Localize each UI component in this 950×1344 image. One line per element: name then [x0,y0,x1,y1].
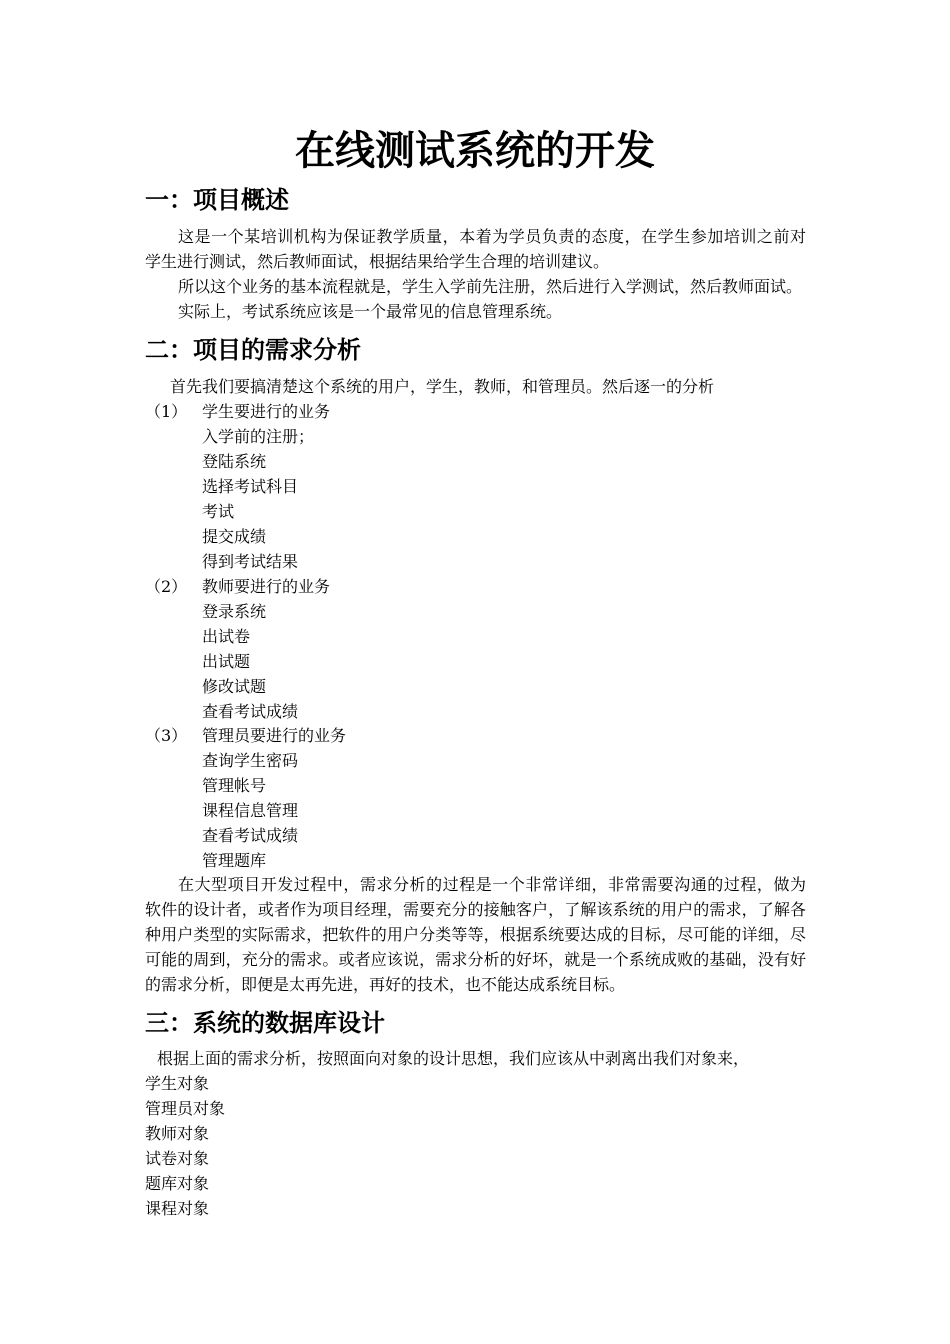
object-item: 学生对象 [145,1074,210,1093]
section-2-heading: 二：项目的需求分析 [145,335,361,364]
section-2-summary-line-2: 软件的设计者，或者作为项目经理，需要充分的接触客户，了解该系统的用户的需求，了解各 [145,900,806,919]
list-item: 考试 [202,502,235,521]
list-item: 登陆系统 [202,452,267,471]
list-item: 选择考试科目 [202,477,299,496]
section-1-paragraph-1-line-2: 学生进行测试，然后教师面试，根据结果给学生合理的培训建议。 [145,252,610,271]
list-number: （1） [145,402,188,421]
list-item: 登录系统 [202,602,267,621]
list-item: 修改试题 [202,677,267,696]
section-2-summary-line-3: 种用户类型的实际需求，把软件的用户分类等等，根据系统要达成的目标，尽可能的详细，尽 [145,925,806,944]
document-title: 在线测试系统的开发 [295,127,655,174]
list-item: 出试题 [202,652,251,671]
list-item: 查看考试成绩 [202,826,299,845]
list-item: 提交成绩 [202,527,267,546]
section-1-heading: 一：项目概述 [145,185,289,214]
list-number: （3） [145,726,188,745]
section-2-summary-line-1: 在大型项目开发过程中，需求分析的过程是一个非常详细，非常需要沟通的过程，做为 [178,875,806,894]
section-3-heading: 三：系统的数据库设计 [145,1008,385,1037]
object-item: 教师对象 [145,1124,210,1143]
section-3-intro: 根据上面的需求分析，按照面向对象的设计思想，我们应该从中剥离出我们对象来， [157,1049,750,1068]
list-group-label: 管理员要进行的业务 [202,726,347,745]
list-item: 出试卷 [202,627,251,646]
object-item: 试卷对象 [145,1149,210,1168]
section-1-paragraph-1-line-1: 这是一个某培训机构为保证教学质量，本着为学员负责的态度，在学生参加培训之前对 [178,227,806,246]
section-2-summary-line-5: 的需求分析，即便是太再先进，再好的技术，也不能达成系统目标。 [145,975,626,994]
list-group-label: 学生要进行的业务 [202,402,331,421]
list-item: 得到考试结果 [202,552,299,571]
list-number: （2） [145,577,188,596]
object-item: 课程对象 [145,1199,210,1218]
section-2-intro: 首先我们要搞清楚这个系统的用户，学生，教师，和管理员。然后逐一的分析 [170,377,715,396]
list-item: 管理帐号 [202,776,267,795]
section-1-paragraph-3: 实际上，考试系统应该是一个最常见的信息管理系统。 [178,302,563,321]
list-item: 课程信息管理 [202,801,299,820]
section-1-paragraph-2: 所以这个业务的基本流程就是，学生入学前先注册，然后进行入学测试，然后教师面试。 [178,277,803,296]
object-item: 管理员对象 [145,1099,226,1118]
list-item: 查看考试成绩 [202,702,299,721]
section-2-summary-line-4: 可能的周到，充分的需求。或者应该说，需求分析的好坏，就是一个系统成败的基础，没有好 [145,950,806,969]
list-group-label: 教师要进行的业务 [202,577,331,596]
list-item: 查询学生密码 [202,751,299,770]
list-item: 管理题库 [202,851,267,870]
list-item: 入学前的注册； [202,427,315,446]
object-item: 题库对象 [145,1174,210,1193]
